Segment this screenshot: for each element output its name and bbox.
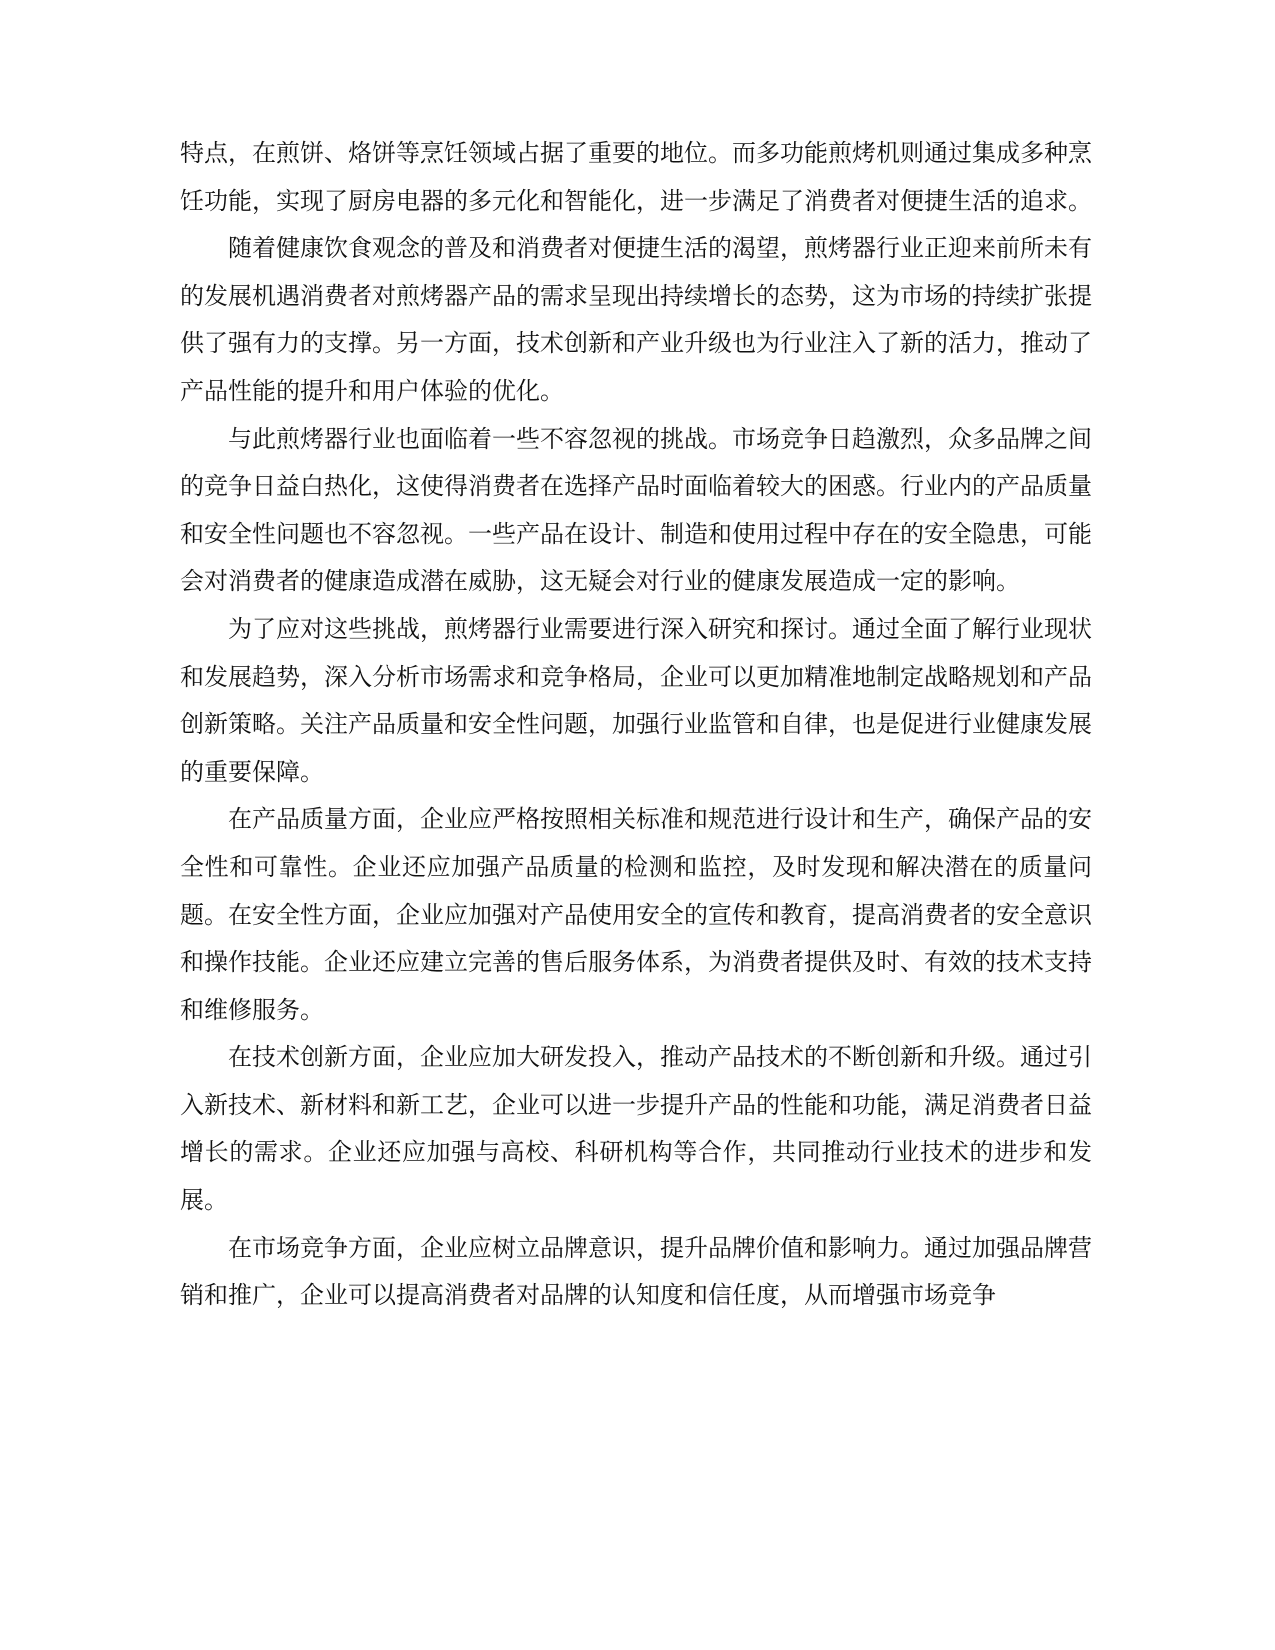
- paragraph-research: 为了应对这些挑战，煎烤器行业需要进行深入研究和探讨。通过全面了解行业现状和发展趋势，深入分析市场需求和竞争格局，企业可以更加精准地制定战略规划和产品创新策略。关注产品质量和安全性问题，加强行业监管和自律，也是促进行业健康发展的重要保障。: [180, 614, 1092, 786]
- paragraph-technical-innovation: 在技术创新方面，企业应加大研发投入，推动产品技术的不断创新和升级。通过引入新技术、新材料和新工艺，企业可以进一步提升产品的性能和功能，满足消费者日益增长的需求。企业还应加强与高校、科研机构等合作，共同推动行业技术的进步和发展。: [180, 1043, 1092, 1215]
- paragraph-market-competition: 在市场竞争方面，企业应树立品牌意识，提升品牌价值和影响力。通过加强品牌营销和推广，企业可以提高消费者对品牌的认知度和信任度，从而增强市场竞争: [180, 1233, 1092, 1310]
- document-page: [180, 130, 1092, 1320]
- paragraph-challenges: 与此煎烤器行业也面临着一些不容忽视的挑战。市场竞争日趋激烈，众多品牌之间的竞争日益白热化，这使得消费者在选择产品时面临着较大的困惑。行业内的产品质量和安全性问题也不容忽视。一些产品在设计、制造和使用过程中存在的安全隐患，可能会对消费者的健康造成潜在威胁，这无疑会对行业的健康发展造成一定的影响。: [180, 424, 1092, 596]
- paragraph-continuation: 特点，在煎饼、烙饼等烹饪领域占据了重要的地位。而多功能煎烤机则通过集成多种烹饪功能，实现了厨房电器的多元化和智能化，进一步满足了消费者对便捷生活的追求。: [180, 139, 1092, 215]
- paragraph-opportunities: 随着健康饮食观念的普及和消费者对便捷生活的渴望，煎烤器行业正迎来前所未有的发展机遇消费者对煎烤器产品的需求呈现出持续增长的态势，这为市场的持续扩张提供了强有力的支撑。另一方面，技术创新和产业升级也为行业注入了新的活力，推动了产品性能的提升和用户体验的优化。: [180, 234, 1092, 405]
- paragraph-product-quality: 在产品质量方面，企业应严格按照相关标准和规范进行设计和生产，确保产品的安全性和可靠性。企业还应加强产品质量的检测和监控，及时发现和解决潜在的质量问题。在安全性方面，企业应加强对产品使用安全的宣传和教育，提高消费者的安全意识和操作技能。企业还应建立完善的售后服务体系，为消费者提供及时、有效的技术支持和维修服务。: [180, 805, 1092, 1024]
